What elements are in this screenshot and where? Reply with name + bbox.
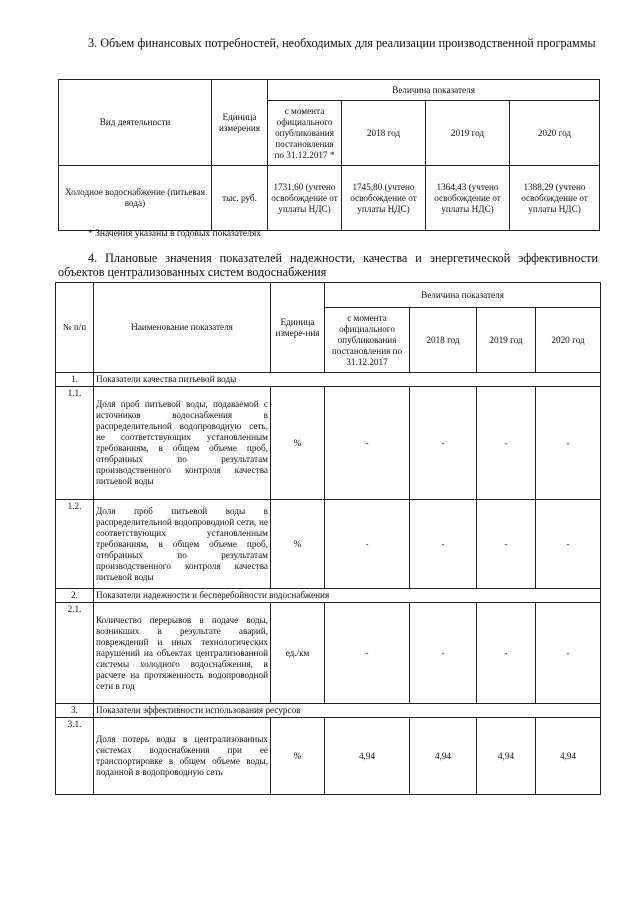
row-value-2020: - [536, 387, 601, 500]
row-unit: % [271, 718, 325, 795]
header-unit: Единица измерения [212, 80, 268, 166]
header-2018: 2018 год [342, 101, 426, 166]
row-value-2019: - [477, 387, 536, 500]
row-value-2020: - [536, 603, 601, 704]
row-num: 3. [56, 704, 94, 718]
header-name: Наименование показателя [94, 283, 271, 373]
row-name: Доля проб питьевой воды в распределительной водопроводной сети, не соответствующих установленным требованиям, в общем объеме проб, отобранных по результатам производственного контроля качества питьевой воды [94, 500, 271, 589]
cell-value-2018: 1745,80 (учтено освобождение от уплаты НДС) [342, 166, 426, 231]
row-unit: ед./км [271, 603, 325, 704]
row-value-2019: - [477, 603, 536, 704]
row-unit: % [271, 500, 325, 589]
header-value-group: Величина показателя [268, 80, 600, 101]
section-row [56, 589, 601, 603]
table-row [56, 603, 601, 704]
header-num: № п/п [56, 283, 94, 373]
section-row [56, 704, 601, 718]
row-num: 1. [56, 373, 94, 387]
header-from-publication: с момента официального опубликования постановления по 31.12.2017 [325, 308, 410, 373]
row-value-2019: 4,94 [477, 718, 536, 795]
financial-needs-table [58, 79, 600, 231]
section-title: Показатели качества питьевой воды [94, 373, 601, 387]
header-2020: 2020 год [510, 101, 600, 166]
table-row [56, 387, 601, 500]
row-value-2018: 4,94 [410, 718, 477, 795]
table-row [56, 500, 601, 589]
row-value-2018: - [410, 603, 477, 704]
row-value-from-publication: - [325, 603, 410, 704]
row-unit: % [271, 387, 325, 500]
row-num: 2.1. [56, 603, 94, 704]
row-name: Доля потерь воды в централизованных системах водоснабжения при ее транспортировке в общем объеме воды, поданной в водопроводную сеть [94, 718, 271, 795]
header-activity: Вид деятельности [59, 80, 212, 166]
row-num: 1.1. [56, 387, 94, 500]
row-name: Доля проб питьевой воды, подаваемой с источников водоснабжения в распределительной водопроводную сеть, не соответствующих установленным требованиям, в общем объеме проб, отобранных по результатам производственного контроля качества питьевой воды [94, 387, 271, 500]
row-value-from-publication: - [325, 500, 410, 589]
cell-value-2019: 1364,43 (учтено освобождение от уплаты НДС) [426, 166, 510, 231]
indicators-table [55, 282, 601, 795]
row-value-from-publication: 4,94 [325, 718, 410, 795]
section-title: Показатели эффективности использования ресурсов [94, 704, 601, 718]
cell-value-from-publication: 1731,60 (учтено освобождение от уплаты НДС) [268, 166, 342, 231]
row-value-2020: - [536, 500, 601, 589]
cell-value-2020: 1388,29 (учтено освобождение от уплаты НДС) [510, 166, 600, 231]
table-row [56, 718, 601, 795]
row-value-2018: - [410, 500, 477, 589]
section4-heading: 4. Плановые значения показателей надежности, качества и энергетической эффективности объектов централизованных систем водоснабжения [58, 251, 598, 279]
header-2019: 2019 год [477, 308, 536, 373]
row-value-2020: 4,94 [536, 718, 601, 795]
section-title: Показатели надежности и бесперебойности водоснабжения [94, 589, 601, 603]
header-from-publication: с момента официального опубликования постановления по 31.12.2017 * [268, 101, 342, 166]
section-row [56, 373, 601, 387]
section3-heading: 3. Объем финансовых потребностей, необходимых для реализации производственной программы [88, 36, 596, 50]
header-2020: 2020 год [536, 308, 601, 373]
row-num: 1.2. [56, 500, 94, 589]
footnote: * Значения указаны в годовых показателях [88, 229, 262, 239]
row-value-2019: - [477, 500, 536, 589]
row-value-from-publication: - [325, 387, 410, 500]
header-value-group: Величина показателя [325, 283, 601, 308]
row-num: 3.1. [56, 718, 94, 795]
header-2018: 2018 год [410, 308, 477, 373]
header-unit: Единица измере-ния [271, 283, 325, 373]
header-2019: 2019 год [426, 101, 510, 166]
row-num: 2. [56, 589, 94, 603]
row-name: Количество перерывов в подаче воды, возникших в результате аварий, повреждений и иных технологических нарушений на объектах централизованной системы холодного водоснабжения, в расчете на протяженность водопроводной сети в год [94, 603, 271, 704]
cell-unit: тыс. руб. [212, 166, 268, 231]
row-value-2018: - [410, 387, 477, 500]
cell-activity: Холодное водоснабжение (питьевая вода) [59, 166, 212, 231]
